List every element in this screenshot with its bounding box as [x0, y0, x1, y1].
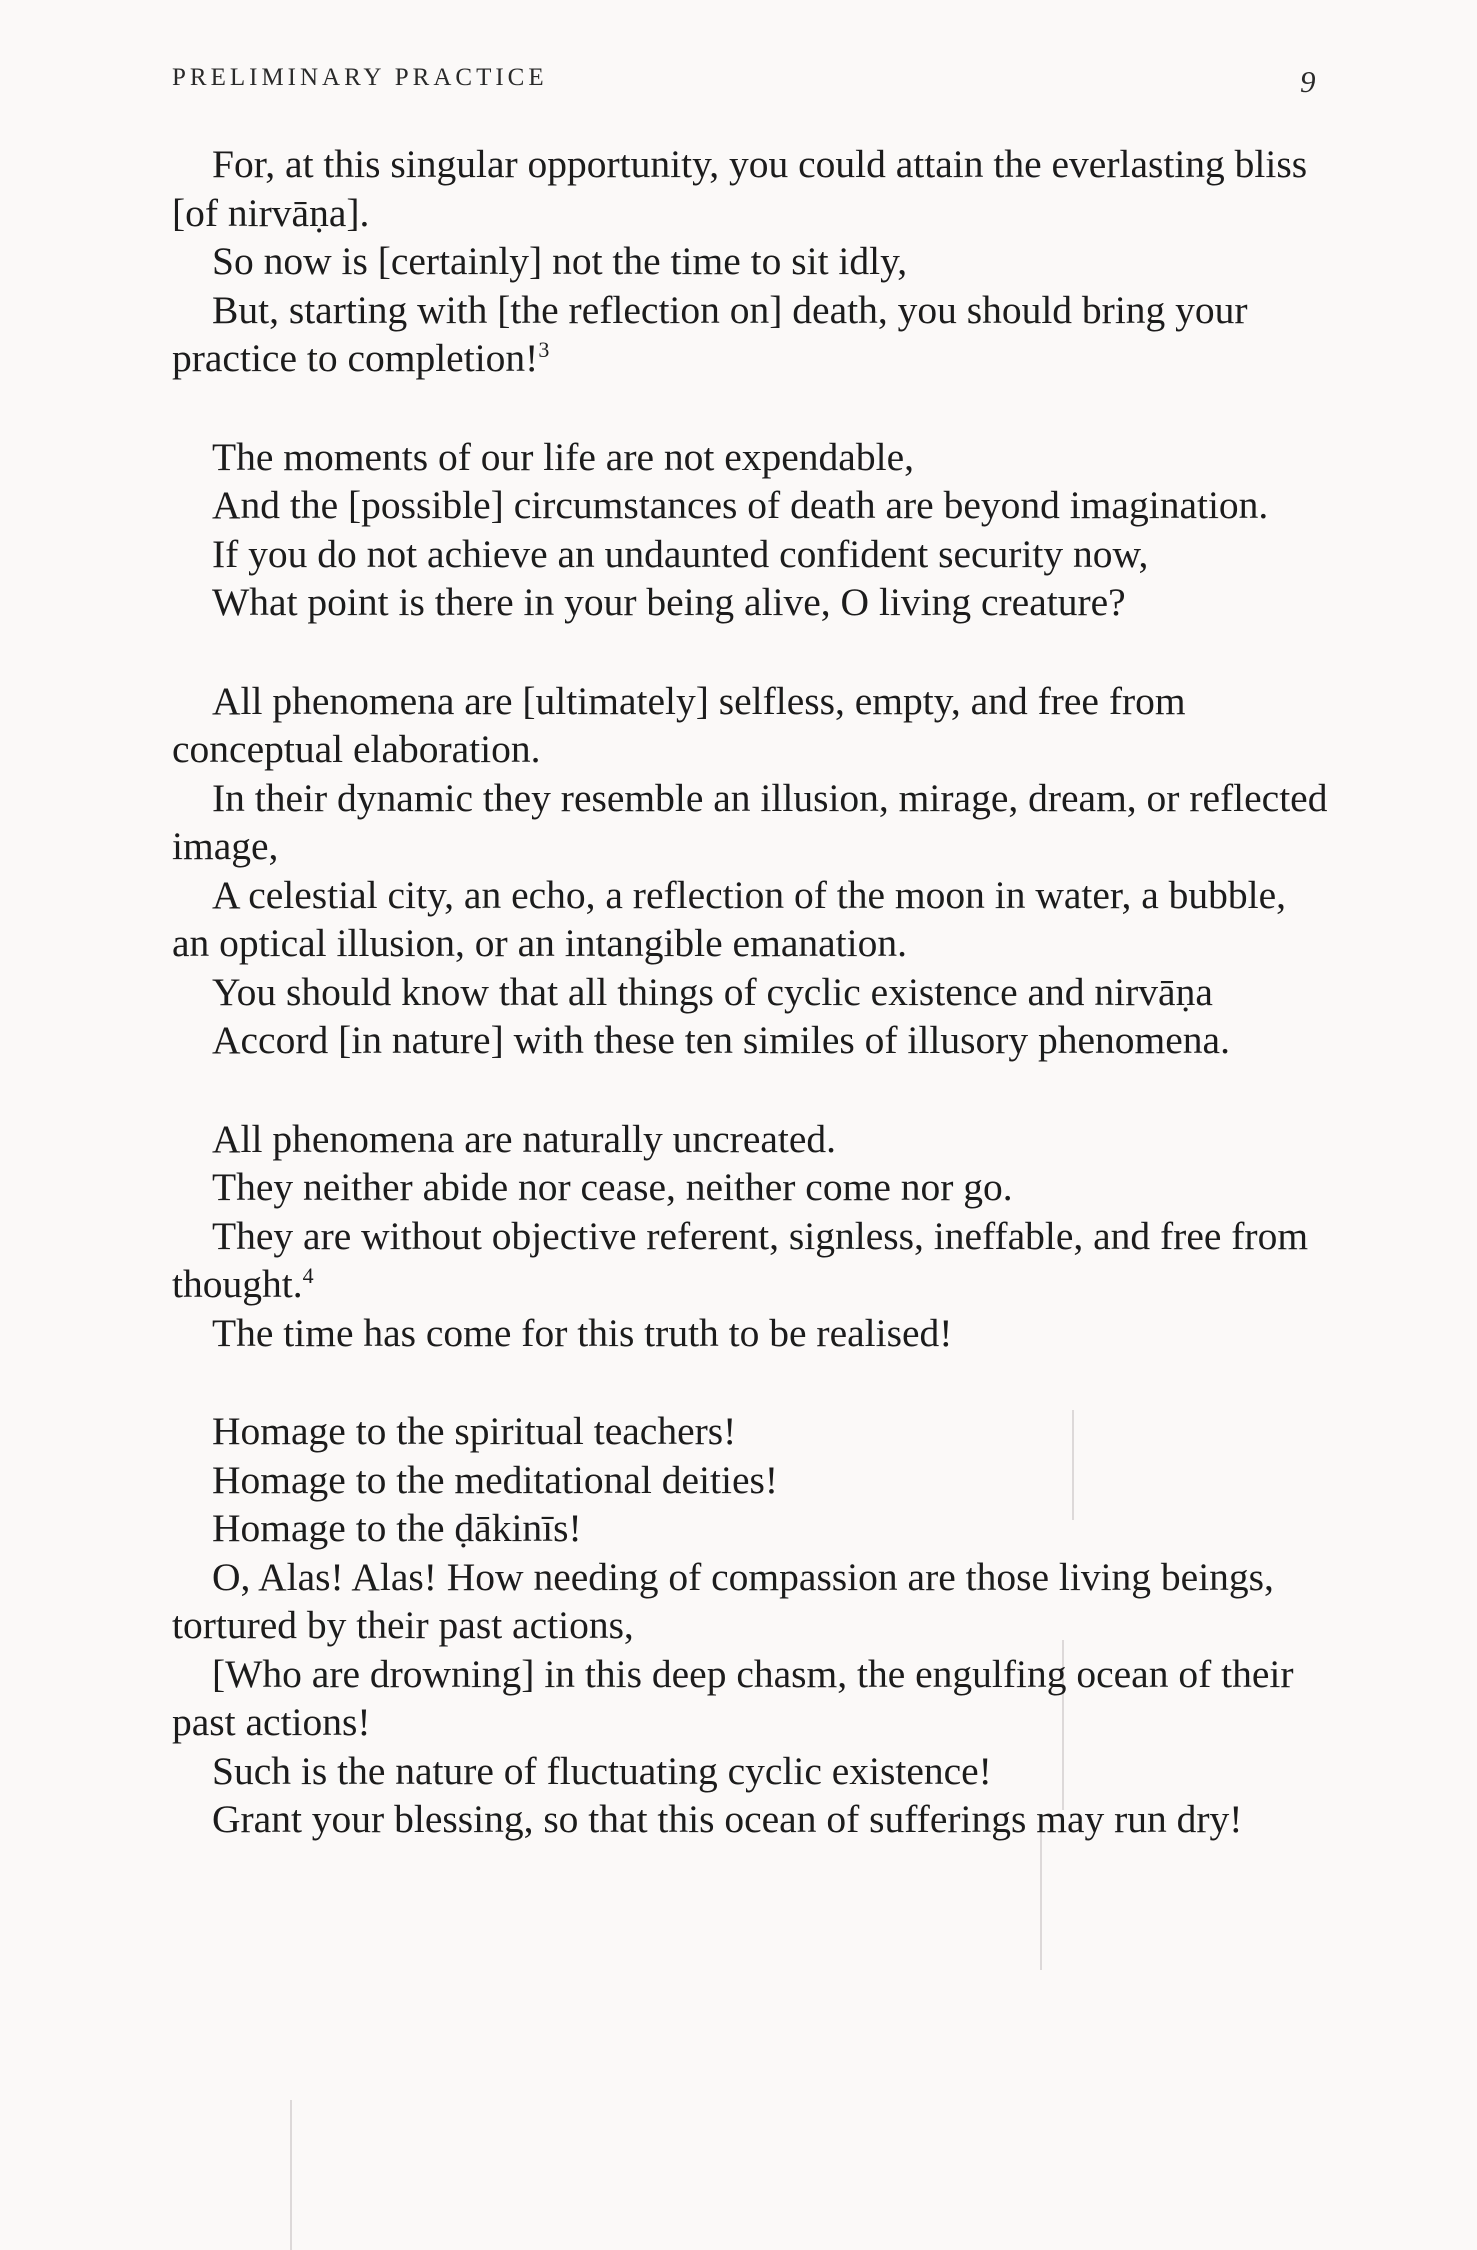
stanza: [172, 140, 1332, 383]
verse-line: Homage to the spiritual teachers!: [212, 1409, 737, 1453]
stanza: [172, 1115, 1332, 1358]
verse-line: Homage to the ḍākinīs!: [212, 1506, 582, 1550]
stanza: [172, 433, 1332, 627]
verse-line: A celestial city, an echo, a reflection of the moon in water, a bubble, an optical illusion, or an intangible emanation.: [172, 872, 1287, 965]
verse-line: In their dynamic they resemble an illusion, mirage, dream, or reflected image,: [172, 775, 1328, 868]
verse-line: But, starting with [the reflection on] death, you should bring your practice to completion!$^3$: [172, 287, 1248, 380]
verse-line: The moments of our life are not expendable,: [212, 434, 914, 479]
verse-line: Grant your blessing, so that this ocean of sufferings may run dry!: [212, 1797, 1243, 1841]
verse-line: If you do not achieve an undaunted confident security now,: [212, 531, 1149, 576]
footnote-ref: 3: [538, 336, 550, 362]
verse-line: They neither abide nor cease, neither come nor go.: [212, 1165, 1013, 1209]
verse-line: So now is [certainly] not the time to sit idly,: [212, 239, 908, 283]
scan-artifact-line: [290, 2100, 292, 2250]
footnote-ref: 4: [302, 1262, 314, 1288]
verse-line: Such is the nature of fluctuating cyclic existence!: [212, 1748, 992, 1793]
verse-line: All phenomena are [ultimately] selfless, empty, and free from conceptual elaboration.: [172, 678, 1186, 771]
stanza: [172, 677, 1332, 1065]
verse-line: You should know that all things of cyclic existence and nirvāṇa: [212, 969, 1213, 1014]
stanza: [172, 1407, 1332, 1844]
verse-line: For, at this singular opportunity, you could attain the everlasting bliss [of nirvāṇa].: [172, 142, 1308, 235]
verse-line: The time has come for this truth to be realised!: [212, 1310, 953, 1355]
verse-line: They are without objective referent, signless, ineffable, and free from thought.$^4$: [172, 1213, 1309, 1306]
verse-line: What point is there in your being alive, O living creature?: [212, 580, 1126, 624]
running-head: PRELIMINARY PRACTICE: [172, 64, 548, 91]
verse-line: And the [possible] circumstances of death are beyond imagination.: [212, 483, 1269, 527]
verse-line: Homage to the meditational deities!: [212, 1457, 778, 1502]
verse-line: Accord [in nature] with these ten similes of illusory phenomena.: [212, 1018, 1230, 1062]
verse-line: O, Alas! Alas! How needing of compassion are those living beings, tortured by their past actions,: [172, 1554, 1274, 1647]
page-number: 9: [1300, 64, 1316, 99]
verse-line: [Who are drowning] in this deep chasm, the engulfing ocean of their past actions!: [172, 1651, 1294, 1744]
verse-text: [172, 140, 1332, 1894]
verse-line: All phenomena are naturally uncreated.: [212, 1116, 837, 1161]
